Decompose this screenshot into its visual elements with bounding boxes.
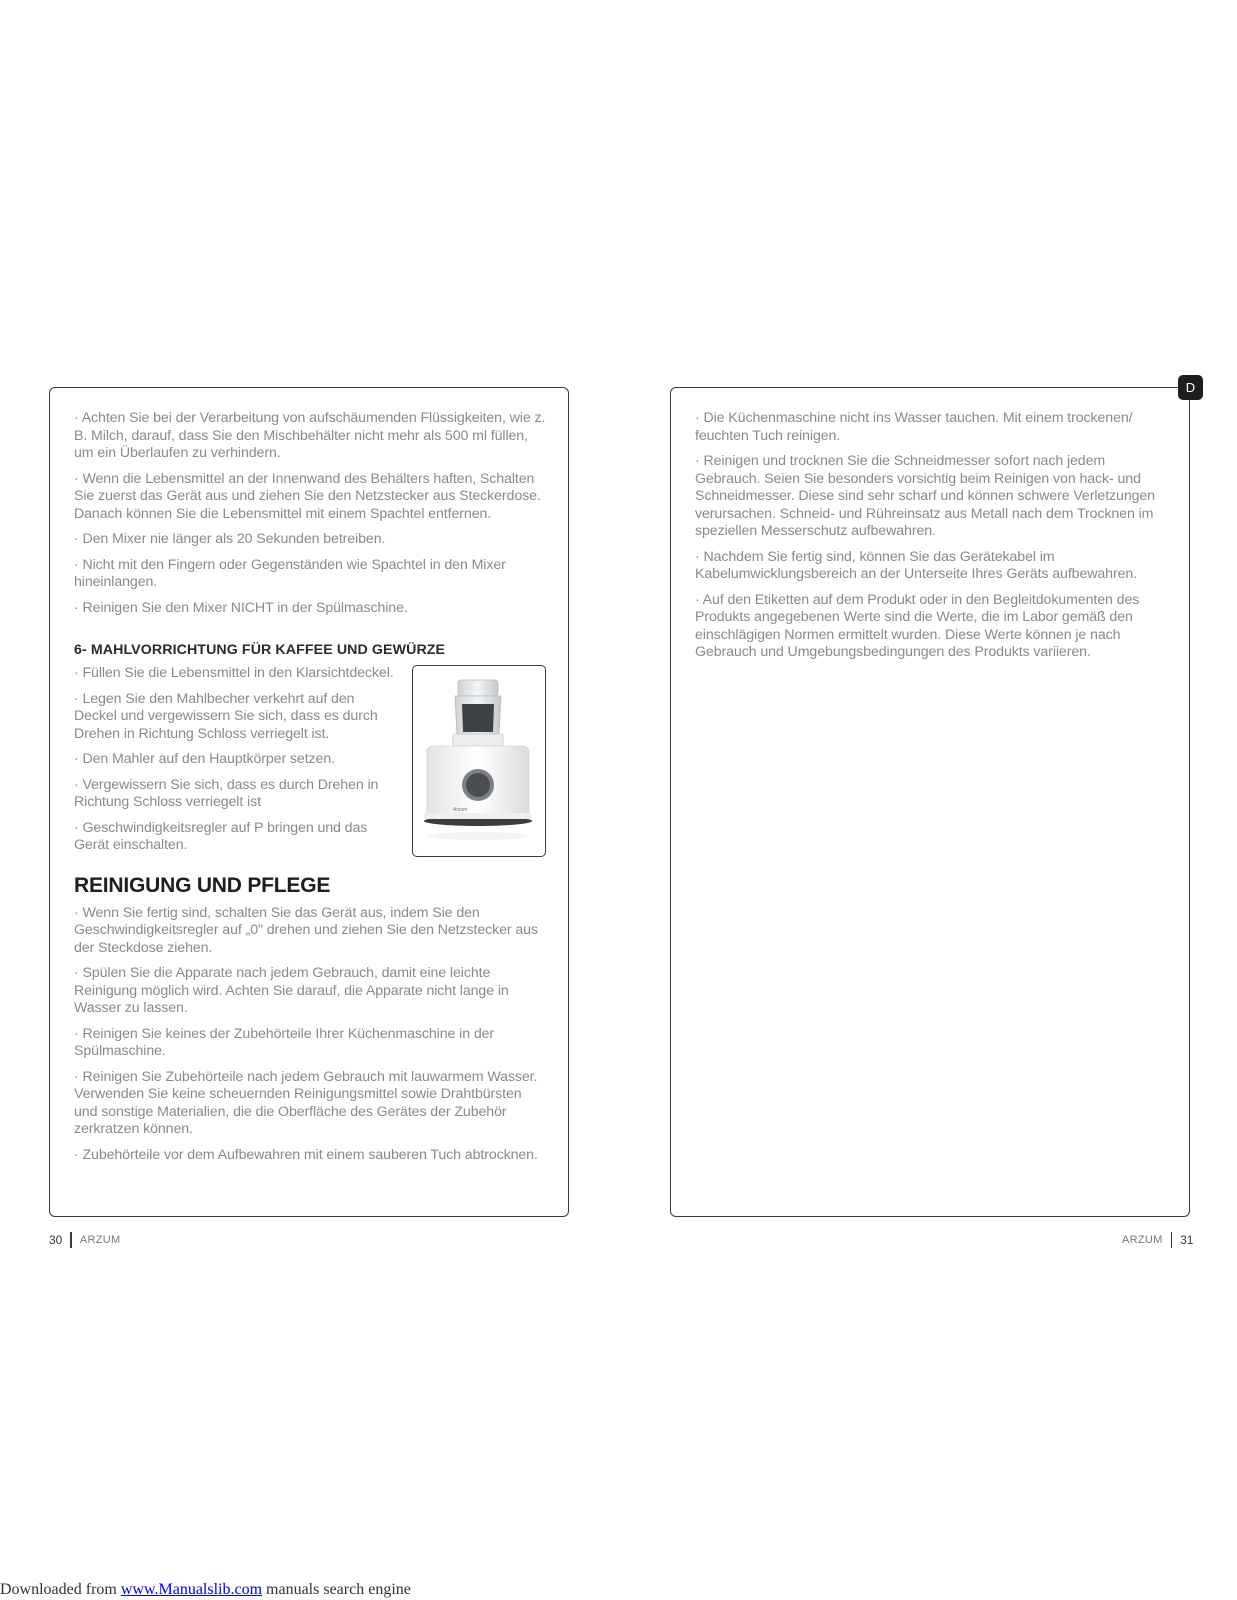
section6-block (74, 665, 546, 855)
download-suffix: manuals search engine (262, 1581, 411, 1598)
section6-list (74, 665, 394, 855)
right-page-number: 31 (1180, 1233, 1194, 1247)
left-page-panel (49, 387, 569, 1217)
section6-item-2: · Legen Sie den Mahlbecher verkehrt auf den Deckel und vergewissern Sie sich, dass es durch Drehen in Richtung Schloss verriegelt ist. (74, 690, 378, 742)
right-page-footer (1122, 1232, 1193, 1248)
intro-item-1: · Achten Sie bei der Verarbeitung von aufschäumenden Flüssigkeiten, wie z. B. Milch, darauf, dass Sie den Mischbehälter nicht mehr als 500 ml füllen, um ein Überlaufen zu verhindern. (74, 410, 546, 461)
language-tab: D (1178, 375, 1203, 400)
section6-item-5: · Geschwindigkeitsregler auf P bringen und das Gerät einschalten. (74, 819, 368, 853)
cleaning-heading: REINIGUNG UND PFLEGE (74, 873, 331, 897)
intro-item-2: · Wenn die Lebensmittel an der Innenwand des Behälters haften, Schalten Sie zuerst das Gerät aus und ziehen Sie den Netzstecker aus Steckerdose. Danach können Sie die Lebensmittel mit einem Spachtel entfernen. (74, 470, 541, 522)
food-processor-grinder-image (413, 666, 544, 855)
product-image-frame (412, 665, 546, 857)
section6-item-4: · Vergewissern Sie sich, dass es durch Drehen in Richtung Schloss verriegelt ist (74, 776, 379, 810)
footer-separator (70, 1232, 72, 1248)
intro-item-5: · Reinigen Sie den Mixer NICHT in der Spülmaschine. (74, 599, 408, 616)
right-item-2: · Reinigen und trocknen Sie die Schneidmesser sofort nach jedem Gebrauch. Seien Sie besonders vorsichtig beim Reinigen von hack- und Schneidmesser. Diese sind sehr scharf und können schwere Verletzungen verursachen. Schneid- und Rühreinsatz aus Metall nach dem Trocknen im speziellen Messerschutz aufbewahren. (695, 453, 1155, 539)
right-page-panel (670, 387, 1190, 1217)
download-source-bar (0, 1581, 411, 1599)
cleaning-item-2: · Spülen Sie die Apparate nach jedem Gebrauch, damit eine leichte Reinigung möglich wird. Achten Sie darauf, die Apparate nicht lange in Wasser zu lassen. (74, 965, 509, 1016)
cleaning-item-5: · Zubehörteile vor dem Aufbewahren mit einem sauberen Tuch abtrocknen. (74, 1146, 538, 1163)
right-item-4: · Auf den Etiketten auf dem Produkt oder in den Begleitdokumenten des Produkts angegebenen Werte sind die Werte, die im Labor gemäß den einschlägigen Normen ermittelt wurden. Diese Werte können je nach Gebrauch und Umgebungsbedingungen des Produkts variieren. (695, 591, 1140, 660)
section6-item-1: · Füllen Sie die Lebensmittel in den Klarsichtdeckel. (74, 665, 394, 681)
right-footer-brand: ARZUM (1122, 1234, 1163, 1246)
intro-item-4: · Nicht mit den Fingern oder Gegenständen wie Spachtel in den Mixer hineinlangen. (74, 556, 506, 590)
cleaning-item-3: · Reinigen Sie keines der Zubehörteile Ihrer Küchenmaschine in der Spülmaschine. (74, 1025, 495, 1059)
right-page-content (695, 410, 1167, 670)
cleaning-item-1: · Wenn Sie fertig sind, schalten Sie das Gerät aus, indem Sie den Geschwindigkeitsregler auf „0" drehen und ziehen Sie den Netzstecker aus der Steckdose ziehen. (74, 904, 538, 956)
footer-separator (1171, 1232, 1173, 1248)
right-item-3: · Nachdem Sie fertig sind, können Sie das Gerätekabel im Kabelumwicklungsbereich an der Unterseite Ihres Geräts aufbewahren. (695, 548, 1138, 582)
cleaning-item-4: · Reinigen Sie Zubehörteile nach jedem Gebrauch mit lauwarmem Wasser. Verwenden Sie keine scheuernden Reinigungsmittel sowie Drahtbürsten und sonstige Materialien, die die Oberfläche des Gerätes der Zubehör zerkratzen können. (74, 1068, 538, 1137)
download-prefix: Downloaded from (0, 1581, 121, 1598)
right-item-1: · Die Küchenmaschine nicht ins Wasser tauchen. Mit einem trockenen/ feuchten Tuch reinigen. (695, 410, 1133, 444)
left-page-footer (49, 1232, 120, 1248)
section6-item-3: · Den Mahler auf den Hauptkörper setzen. (74, 751, 335, 767)
intro-item-3: · Den Mixer nie länger als 20 Sekunden betreiben. (74, 531, 386, 547)
left-page-content (74, 410, 546, 1172)
section6-heading: 6- MAHLVORRICHTUNG FÜR KAFFEE UND GEWÜRZE (74, 642, 446, 658)
manualslib-link[interactable]: www.Manualslib.com (120, 1581, 263, 1598)
left-page-number: 30 (49, 1233, 63, 1247)
left-footer-brand: ARZUM (79, 1234, 121, 1246)
product-brand-text: Arzum (453, 807, 468, 813)
